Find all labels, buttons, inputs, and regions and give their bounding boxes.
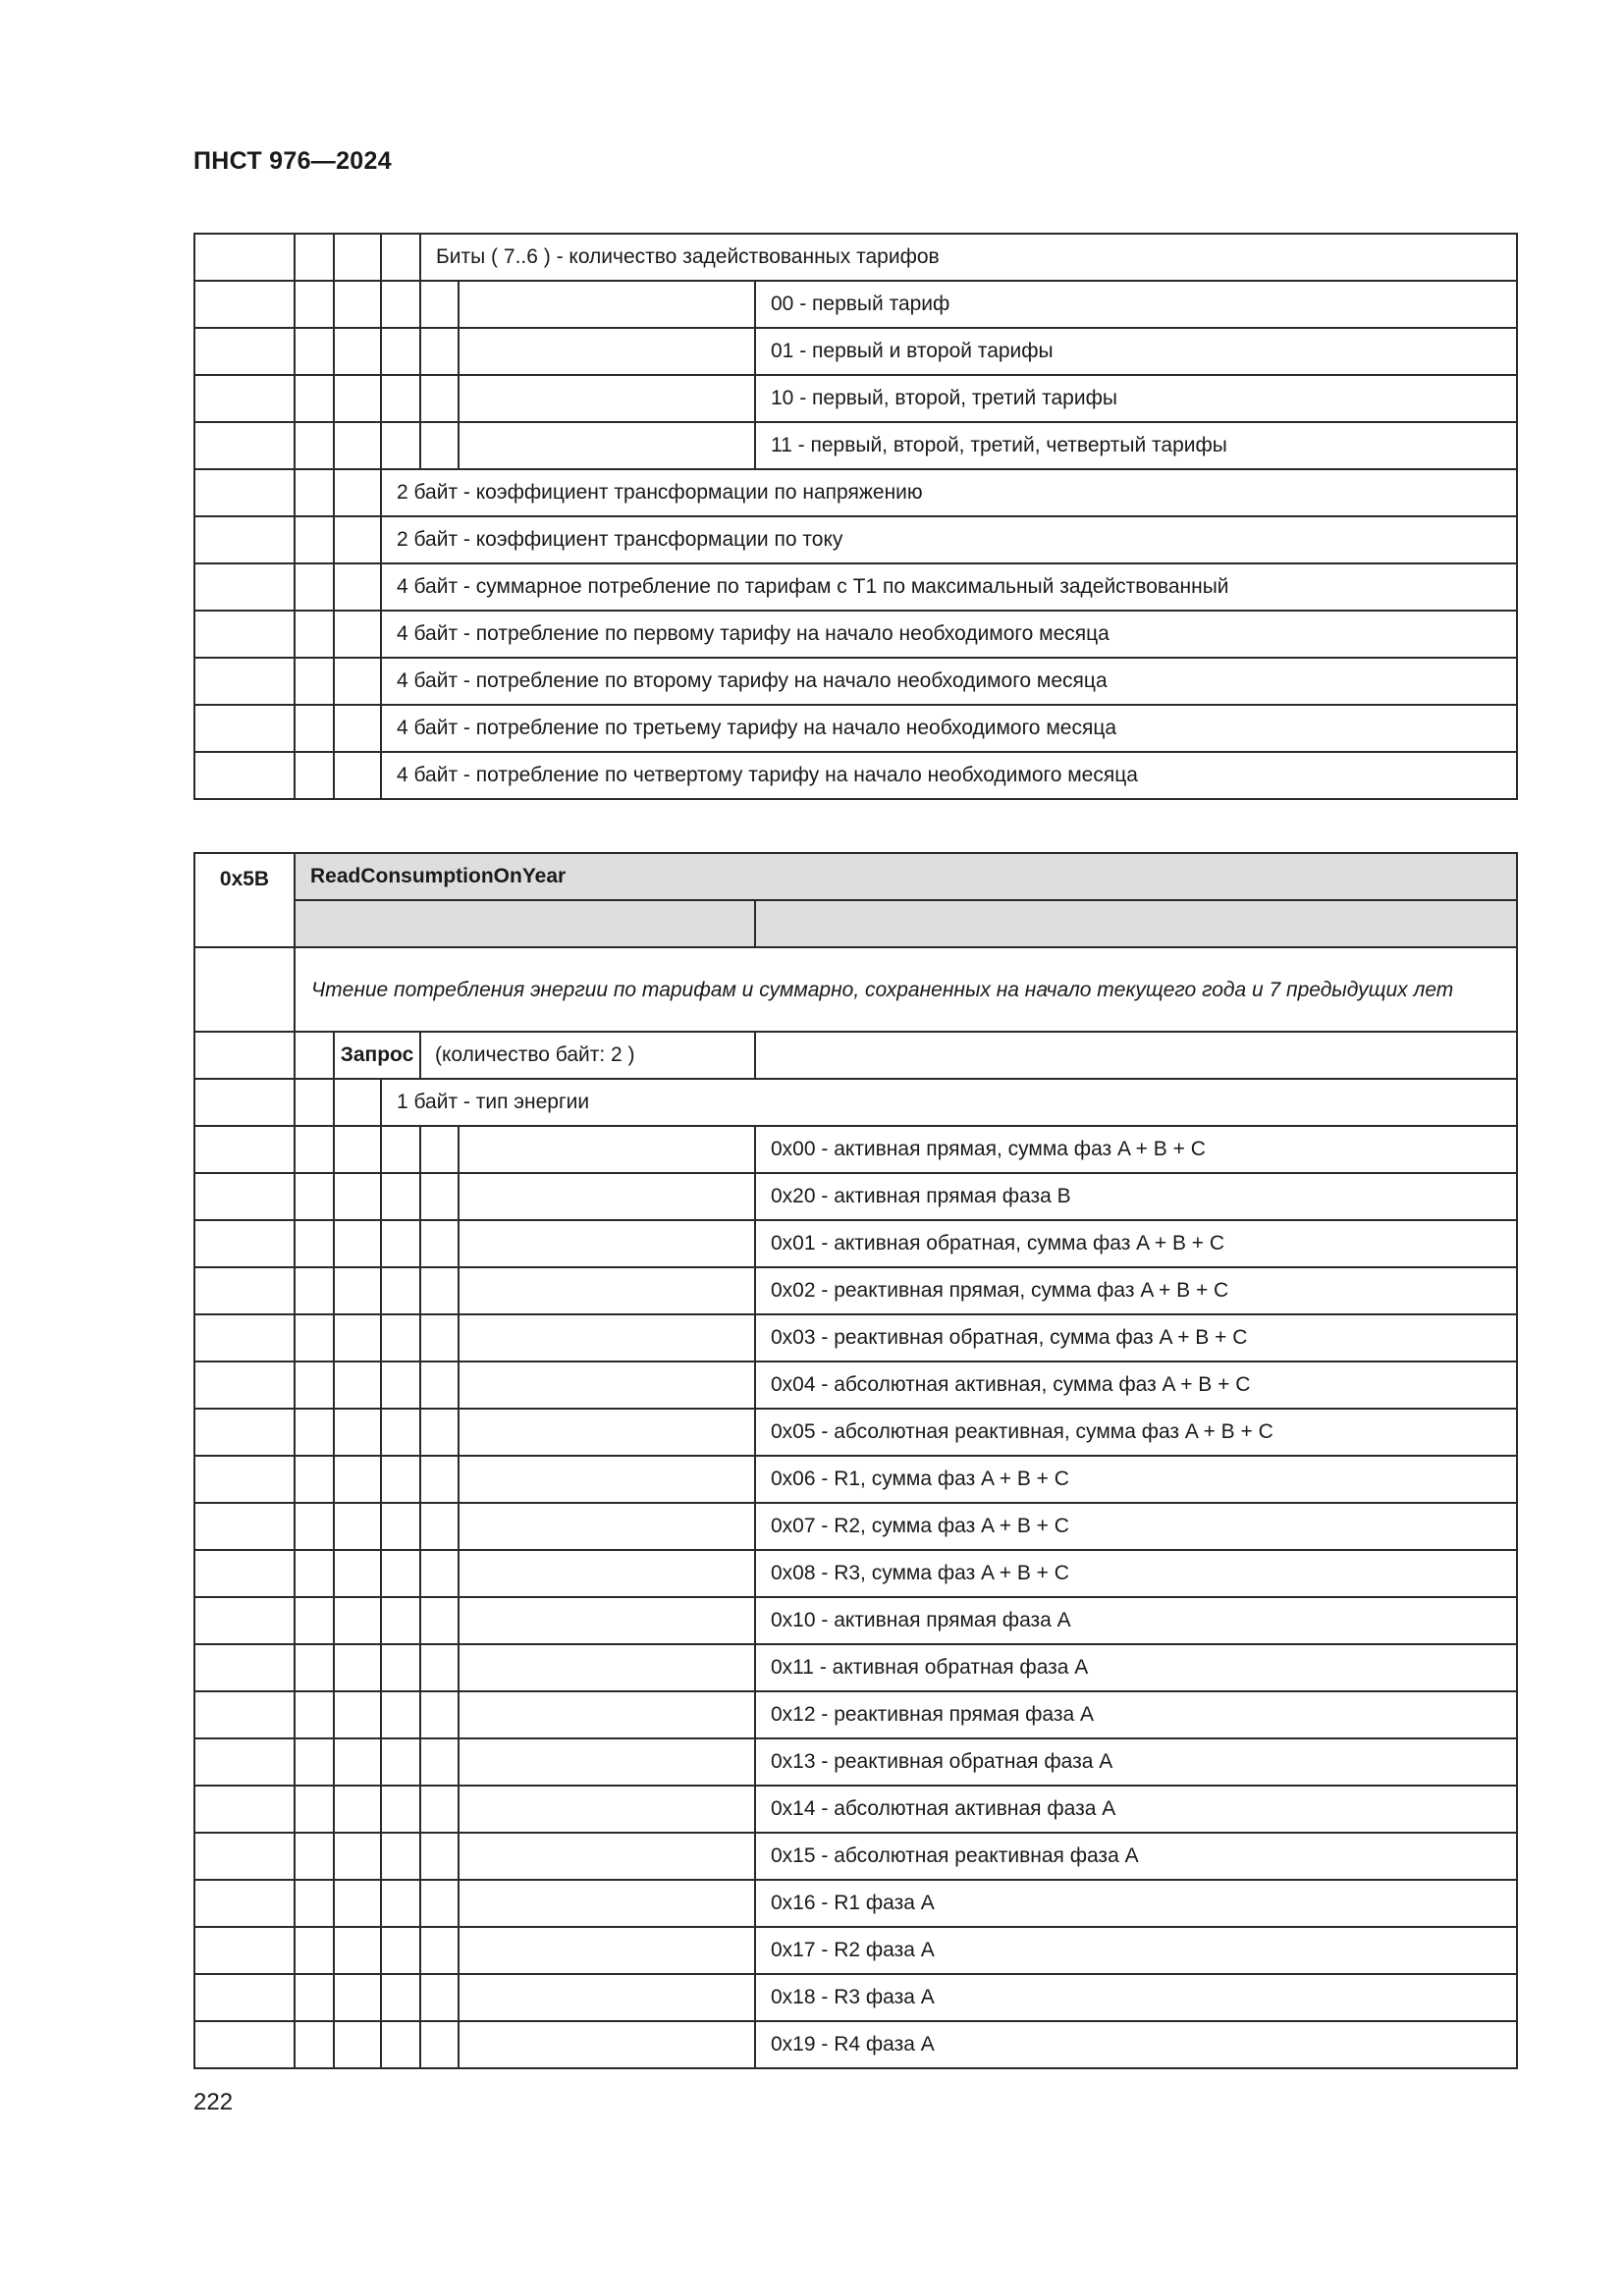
- energy-type-value: 0x02 - реактивная прямая, сумма фаз A + B + C: [755, 1267, 1517, 1314]
- request-label: Запрос: [334, 1032, 420, 1079]
- field-description: 4 байт - потребление по первому тарифу на начало необходимого месяца: [381, 611, 1517, 658]
- table-row: [194, 1503, 1517, 1550]
- bit-value: 10 - первый, второй, третий тарифы: [755, 375, 1517, 422]
- energy-type-value: 0x10 - активная прямая фаза A: [755, 1597, 1517, 1644]
- table-row: [194, 1126, 1517, 1173]
- table-row: [194, 1833, 1517, 1880]
- table-row: [194, 611, 1517, 658]
- bits-label: Биты ( 7..6 ) - количество задействованных тарифов: [420, 234, 1517, 281]
- field-energy-type: 1 байт - тип энергии: [381, 1079, 1517, 1126]
- energy-type-value: 0x17 - R2 фаза A: [755, 1927, 1517, 1974]
- table-row: [194, 900, 1517, 947]
- table-row: [194, 516, 1517, 563]
- table-row: [194, 375, 1517, 422]
- table-row: [194, 563, 1517, 611]
- energy-type-value: 0x19 - R4 фаза A: [755, 2021, 1517, 2068]
- method-description: Чтение потребления энергии по тарифам и суммарно, сохраненных на начало текущего года и 7 предыдущих лет: [295, 947, 1517, 1032]
- table-row: [194, 1974, 1517, 2021]
- table-row: [194, 1456, 1517, 1503]
- field-description: 4 байт - потребление по третьему тарифу на начало необходимого месяца: [381, 705, 1517, 752]
- table-row: [194, 234, 1517, 281]
- field-description: 2 байт - коэффициент трансформации по напряжению: [381, 469, 1517, 516]
- table-row: [194, 1267, 1517, 1314]
- field-description: 2 байт - коэффициент трансформации по току: [381, 516, 1517, 563]
- table-row: [194, 1597, 1517, 1644]
- table-row: [194, 1079, 1517, 1126]
- table-row: [194, 1362, 1517, 1409]
- table2-body: [194, 853, 1517, 1126]
- energy-type-value: 0x20 - активная прямая фаза B: [755, 1173, 1517, 1220]
- command-code: 0x5B: [194, 853, 295, 947]
- field-description: 4 байт - потребление по четвертому тарифу на начало необходимого месяца: [381, 752, 1517, 799]
- energy-type-value: 0x15 - абсолютная реактивная фаза A: [755, 1833, 1517, 1880]
- bit-value: 11 - первый, второй, третий, четвертый тарифы: [755, 422, 1517, 469]
- energy-type-value: 0x11 - активная обратная фаза A: [755, 1644, 1517, 1691]
- table-row: [194, 1409, 1517, 1456]
- table-row: [194, 658, 1517, 705]
- energy-type-value: 0x00 - активная прямая, сумма фаз A + B + C: [755, 1126, 1517, 1173]
- energy-type-value: 0x06 - R1, сумма фаз A + B + C: [755, 1456, 1517, 1503]
- energy-type-value: 0x07 - R2, сумма фаз A + B + C: [755, 1503, 1517, 1550]
- energy-type-value: 0x08 - R3, сумма фаз A + B + C: [755, 1550, 1517, 1597]
- table-tariff-fields: [193, 233, 1518, 800]
- table-row: [194, 1880, 1517, 1927]
- document-header: ПНСТ 976—2024: [193, 147, 392, 175]
- method-name: ReadConsumptionOnYear: [295, 853, 1517, 900]
- table-row: [194, 1644, 1517, 1691]
- table-row: [194, 705, 1517, 752]
- table-row: [194, 947, 1517, 1032]
- table-row: [194, 853, 1517, 900]
- bit-value: 00 - первый тариф: [755, 281, 1517, 328]
- table-row: [194, 1786, 1517, 1833]
- energy-type-value: 0x03 - реактивная обратная, сумма фаз A + B + C: [755, 1314, 1517, 1362]
- table-row: [194, 1691, 1517, 1738]
- table-row: [194, 1173, 1517, 1220]
- table-row: [194, 328, 1517, 375]
- energy-type-value: 0x16 - R1 фаза A: [755, 1880, 1517, 1927]
- energy-type-value: 0x04 - абсолютная активная, сумма фаз A + B + C: [755, 1362, 1517, 1409]
- energy-type-value: 0x01 - активная обратная, сумма фаз A + B + C: [755, 1220, 1517, 1267]
- table-row: [194, 2021, 1517, 2068]
- table-row: [194, 752, 1517, 799]
- table-row: [194, 1220, 1517, 1267]
- energy-type-value: 0x18 - R3 фаза A: [755, 1974, 1517, 2021]
- energy-type-value: 0x12 - реактивная прямая фаза A: [755, 1691, 1517, 1738]
- energy-type-value: 0x05 - абсолютная реактивная, сумма фаз A + B + C: [755, 1409, 1517, 1456]
- table1-body: [194, 234, 1517, 799]
- table-row: [194, 469, 1517, 516]
- bit-value: 01 - первый и второй тарифы: [755, 328, 1517, 375]
- page-number: 222: [193, 2089, 234, 2115]
- table-row: [194, 422, 1517, 469]
- table-row: [194, 1738, 1517, 1786]
- table-row: [194, 1927, 1517, 1974]
- request-byte-count: (количество байт: 2 ): [420, 1032, 755, 1079]
- field-description: 4 байт - потребление по второму тарифу на начало необходимого месяца: [381, 658, 1517, 705]
- table-read-consumption-on-year: [193, 852, 1518, 2069]
- table-row: [194, 1314, 1517, 1362]
- energy-type-value: 0x13 - реактивная обратная фаза A: [755, 1738, 1517, 1786]
- energy-type-list: [194, 1126, 1517, 2068]
- field-description: 4 байт - суммарное потребление по тарифам с Т1 по максимальный задействованный: [381, 563, 1517, 611]
- table-row: [194, 281, 1517, 328]
- table-row: [194, 1550, 1517, 1597]
- energy-type-value: 0x14 - абсолютная активная фаза A: [755, 1786, 1517, 1833]
- table-row: [194, 1032, 1517, 1079]
